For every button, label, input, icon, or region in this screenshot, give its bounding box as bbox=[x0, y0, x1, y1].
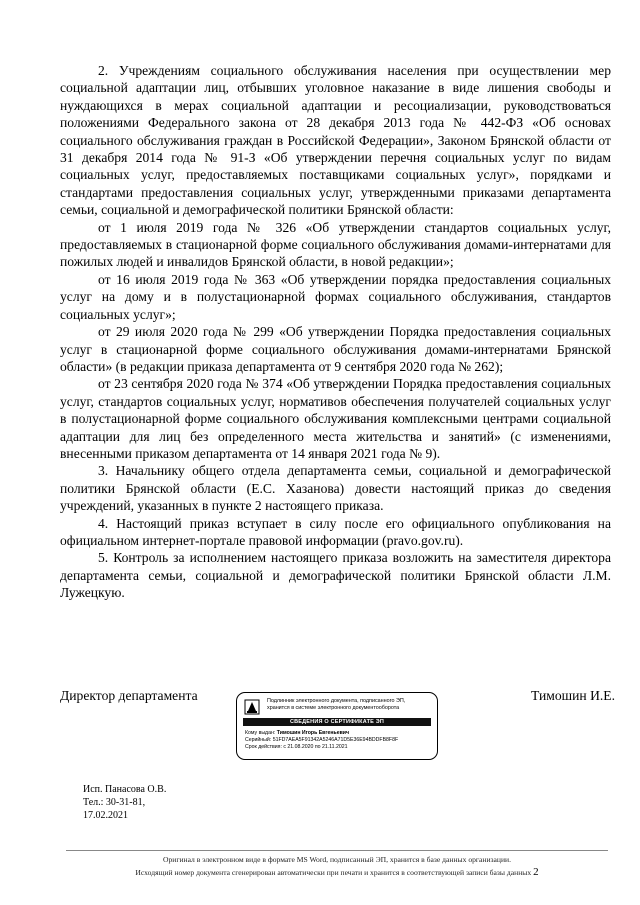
footer-divider bbox=[66, 850, 608, 851]
signatory-name: Тимошин И.Е. bbox=[531, 688, 615, 703]
stamp-details bbox=[245, 730, 398, 752]
stamp-header: СВЕДЕНИЯ О СЕРТИФИКАТЕ ЭП bbox=[243, 718, 431, 726]
stamp-issued-value: Тимошин Игорь Евгеньевич bbox=[276, 730, 349, 736]
electronic-signature-stamp bbox=[236, 692, 438, 760]
stamp-serial-value: 51FD7AEA5F91342A5246A71D5E36E94BDDFB8F8F bbox=[272, 737, 399, 744]
footer-line-1: Оригинал в электронном виде в формате MS Word, подписанный ЭП, хранится в базе данных организации. bbox=[163, 855, 511, 864]
paragraph-item-4: 4. Настоящий приказ вступает в силу после его официального опубликования на официальном интернет-портале правовой информации (pravo.gov.ru). bbox=[60, 515, 611, 548]
stamp-issued-label: Кому выдан: bbox=[245, 730, 276, 736]
document-body bbox=[60, 62, 611, 602]
executor-phone: Тел.: 30-31-81, bbox=[83, 797, 146, 808]
paragraph-item-5: 5. Контроль за исполнением настоящего приказа возложить на заместителя директора департамента семьи, социальной и демографической политики Брянской области Л.М. Лужецкую. bbox=[60, 550, 611, 601]
executor-info bbox=[83, 783, 166, 822]
paragraph-order-363: от 16 июля 2019 года № 363 «Об утверждении порядка предоставления социальных услуг на дому и в полустационарной формах социального обслуживания, стандартов социальных услуг»; bbox=[60, 271, 611, 322]
stamp-valid-row bbox=[245, 744, 398, 751]
footer-line-2 bbox=[66, 866, 608, 879]
paragraph-order-374: от 23 сентября 2020 года № 374 «Об утверждении Порядка предоставления социальных услуг, стандартов социальных услуг, нормативов обеспечения получателей социальных услуг в полустационарной форме социального обслуживания комплексными центрами социальной адаптации для лиц без определенного места жительства и занятий» (с изменениями, внесенными приказом департамента от 14 января 2021 года № 9). bbox=[60, 376, 611, 461]
stamp-valid-label: Срок действия: bbox=[245, 744, 282, 751]
stamp-serial-label: Серийный: bbox=[245, 737, 272, 744]
coat-of-arms-icon bbox=[244, 699, 260, 715]
executor-date: 17.02.2021 bbox=[83, 810, 128, 821]
stamp-notice bbox=[267, 698, 405, 712]
paragraph-item-3: 3. Начальнику общего отдела департамента семьи, социальной и демографической политики Брянской области (Е.С. Хазанова) довести настоящий приказ до сведения учреждений, указанных в пункте 2 настоящего приказа. bbox=[60, 463, 611, 514]
paragraph-order-299: от 29 июля 2020 года № 299 «Об утверждении Порядка предоставления социальных услуг в стационарной форме социального обслуживания домами-интернатами Брянской области» (в редакции приказа департамента от 9 сентября 2020 года № 262); bbox=[60, 324, 611, 374]
executor-name: Исп. Панасова О.В. bbox=[83, 784, 167, 795]
footer-line-2-text: Исходящий номер документа сгенерирован автоматически при печати и хранится в соответствующей записи базы данных bbox=[135, 868, 532, 877]
paragraph-order-326: от 1 июля 2019 года № 326 «Об утверждении стандартов социальных услуг, предоставляемых в стационарной форме социального обслуживания домами-интернатами для пожилых людей и инвалидов Брянской области, в новой редакции»; bbox=[60, 219, 611, 270]
page-number: 2 bbox=[533, 866, 539, 878]
stamp-notice-line-1: Подлинник электронного документа, подписанного ЭП, bbox=[267, 698, 406, 704]
signature-block bbox=[60, 686, 615, 776]
signatory-title: Директор департамента bbox=[60, 688, 198, 703]
paragraph-item-2: 2. Учреждениям социального обслуживания населения при осуществлении мер социальной адаптации лиц, отбывших уголовное наказание в виде лишения свободы и нуждающихся в мерах социальной адаптации и ресоциализации, руководствоваться положениями Федерального закона от 28 декабря 2013 года № 442-ФЗ «Об основах социального обслуживания граждан в Российской Федерации», Законом Брянской области от 31 декабря 2014 года № 91-З «Об утверждении перечня социальных услуг по видам социальных услуг, предоставляемых поставщиками социальных услуг», порядками и стандартами предоставления социальных услуг, утвержденными приказами департамента семьи, социальной и демографической политики Брянской области: bbox=[60, 63, 611, 218]
stamp-valid-value: с 21.08.2020 по 21.11.2021 bbox=[283, 744, 348, 751]
page-footer bbox=[66, 854, 608, 879]
stamp-notice-line-2: хранится в системе электронного документооборота bbox=[267, 705, 400, 711]
